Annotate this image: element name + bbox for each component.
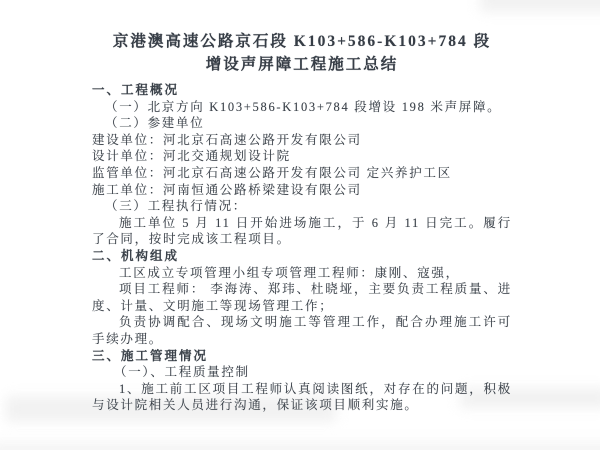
section2-item-engineers: 项目工程师： 李海涛、郑玮、杜晓垭，主要负责工程质量、进度、计量、文明施工等现场管理工作； <box>92 282 512 313</box>
section1-item-execution: （三）工程执行情况： <box>105 199 248 214</box>
section1-item-participants: （二）参建单位 <box>105 116 205 131</box>
section1-item-supervisor: 监管单位：河北京石高速公路开发有限公司 定兴养护工区 <box>92 165 452 180</box>
scan-artifact <box>0 442 600 450</box>
section2-item-coordination: 负责协调配合、现场文明施工等管理工作，配合办理施工许可手续办理。 <box>92 315 512 346</box>
document-title-line2: 增设声屏障工程施工总结 <box>205 56 399 73</box>
document-content <box>92 30 512 414</box>
section1-heading: 一、工程概况 <box>92 83 180 97</box>
document-title-line1: 京港澳高速公路京石段 K103+586-K103+784 段 <box>112 33 492 50</box>
section3-item-drawing-review: 1、施工前工区项目工程师认真阅读图纸，对存在的问题，积极与设计院相关人员进行沟通，保证该项目顺利实施。 <box>92 381 512 413</box>
section2-item-team: 工区成立专项管理小组专项管理工程师：康刚、寇强， <box>119 265 460 280</box>
section3-heading: 三、施工管理情况 <box>92 348 209 363</box>
section1-item-contractor: 施工单位：河南恒通公路桥梁建设有限公司 <box>92 182 362 197</box>
section2-heading: 二、机构组成 <box>92 248 180 263</box>
section3-item-quality-control: （一）、工程质量控制 <box>114 365 250 380</box>
section1-item-owner: 建设单位：河北京石高速公路开发有限公司 <box>92 132 362 147</box>
section1-item-schedule: 施工单位 5 月 11 日开始进场施工，于 6 月 11 日完工。履行了合同，按时完成该工程项目。 <box>92 215 512 247</box>
scan-artifact <box>480 0 600 12</box>
section1-item-designer: 设计单位：河北交通规划设计院 <box>92 149 291 164</box>
section1-item-scope: （一）北京方向 K103+586-K103+784 段增设 198 米声屏障。 <box>105 99 502 114</box>
